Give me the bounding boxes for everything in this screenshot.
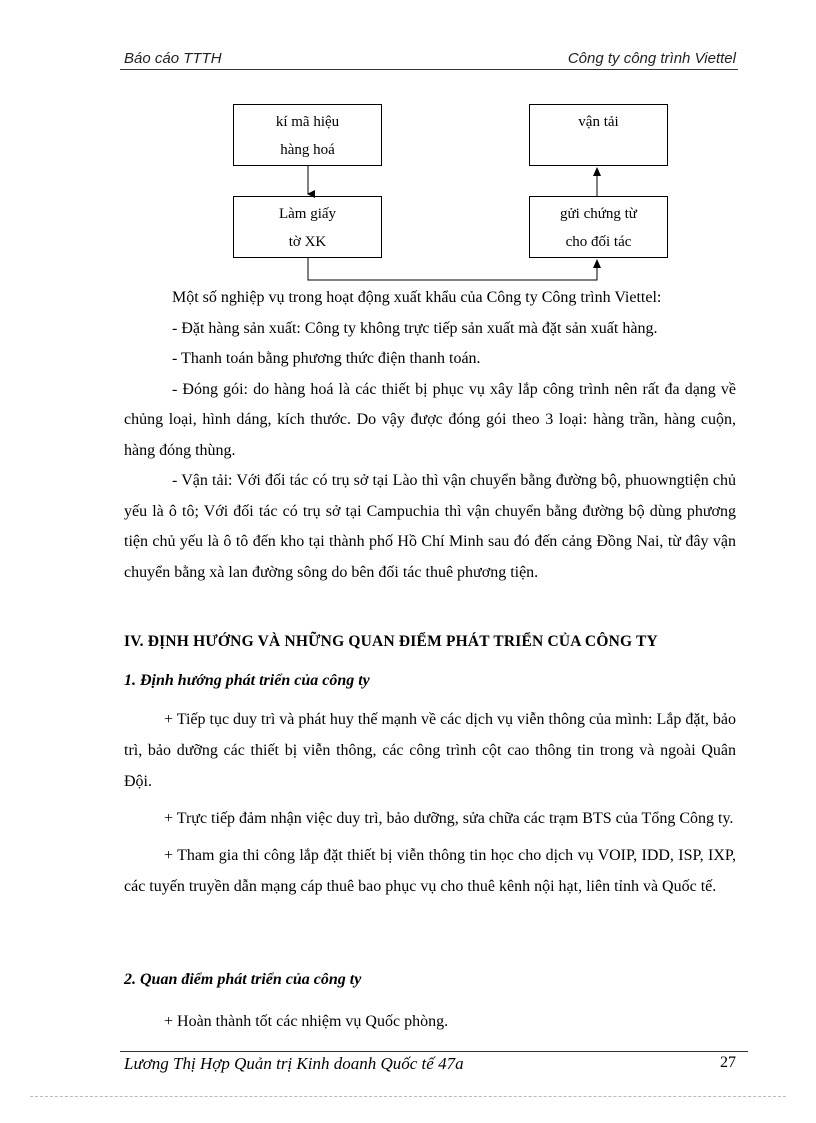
header-left: Báo cáo TTTH [124,50,222,67]
paragraph: - Đóng gói: do hàng hoá là các thiết bị phục vụ xây lắp công trình nên rất đa dạng về chủng loại, hình dáng, kích thước. Do vậy được đóng gói theo 3 loại: hàng trần, hàng cuộn, hàng đóng thùng. [124,380,736,459]
diagram-arrows [0,0,816,300]
connector-bottom [308,258,597,280]
paragraph: Một số nghiệp vụ trong hoạt động xuất khẩu của Công ty Công trình Viettel: [172,289,662,306]
paragraph: + Tiếp tục duy trì và phát huy thế mạnh về các dịch vụ viễn thông của mình: Lắp đặt, bảo trì, bảo dưỡng các thiết bị viễn thông, các công trình cột cao thông tin trong và ngoài Quân Đội. [124,711,737,790]
box-line: kí mã hiệu [275,114,340,130]
box-line: tờ XK [288,234,327,250]
subheading-2: 2. Quan điểm phát triển của công ty [124,971,362,988]
paragraph: + Tham gia thi công lắp đặt thiết bị viễn thông tin học cho dịch vụ VOIP, IDD, ISP, IXP, các tuyến truyền dẫn mạng cáp thuê bao phục vụ cho thuê kênh nội hạt, liên tỉnh và Quốc tế. [124,847,736,895]
footer-author: Lương Thị Hợp Quản trị Kinh doanh Quốc tế 47a [124,1054,464,1073]
paragraph: - Thanh toán bằng phương thức điện thanh toán. [172,350,481,367]
arrowhead-up-2 [593,167,601,176]
paragraph: + Hoàn thành tốt các nhiệm vụ Quốc phòng. [164,1013,449,1030]
paragraph: - Đặt hàng sản xuất: Công ty không trực tiếp sản xuất mà đặt sản xuất hàng. [172,319,658,337]
footer-divider [120,1051,748,1052]
paragraph: - Vận tải: Với đối tác có trụ sở tại Lào thì vận chuyển bằng đường bộ, phuowngtiện chủ yếu là ô tô; Với đối tác có trụ sở tại Campuchia thì vận chuyển bằng đường bộ dùng phương tiện chủ yếu là ô tô đến kho tại thành phố Hồ Chí Minh sau đó đến cảng Đồng Nai, từ đây vận chuyển bằng xà lan đường sông do bên đối tác thuê phương tiện. [124,472,736,581]
arrowhead-up-1 [593,259,601,268]
box-line: Làm giấy [278,206,337,222]
header-right: Công ty công trình Viettel [567,50,736,67]
section-heading: IV. ĐỊNH HƯỚNG VÀ NHỮNG QUAN ĐIỂM PHÁT TRIỂN CỦA CÔNG TY [124,633,658,650]
box-line: gửi chứng từ [560,206,637,222]
page-bottom-border [30,1096,786,1097]
box-line: hàng hoá [280,142,335,158]
export-operations-text [124,283,736,588]
development-direction-text [124,704,736,902]
page-number: 27 [720,1054,736,1071]
box-line: vận tải [578,114,619,130]
development-view-text [124,1007,736,1038]
paragraph: + Trực tiếp đảm nhận việc duy trì, bảo dưỡng, sửa chữa các trạm BTS của Tổng Công ty. [164,810,734,827]
box-line: cho đối tác [565,234,632,250]
subheading-1: 1. Định hướng phát triển của công ty [124,672,370,689]
